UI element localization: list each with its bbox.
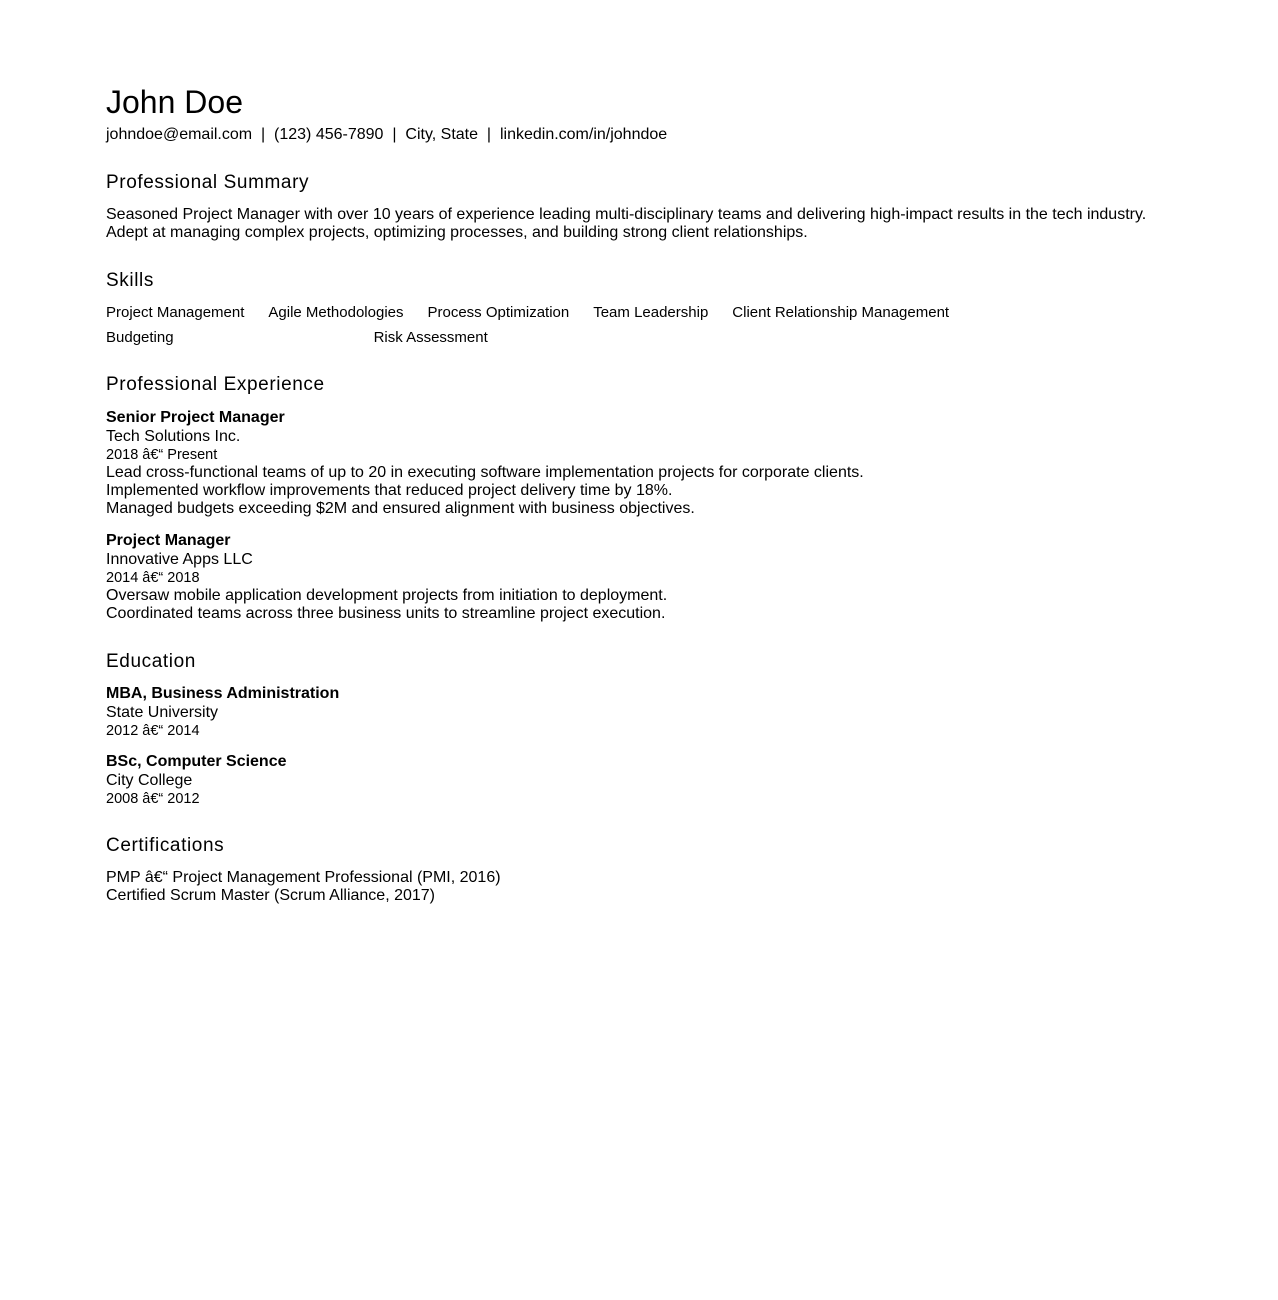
education-entry — [106, 752, 1206, 808]
job-title: Project Manager — [106, 532, 231, 549]
skill-item: Risk Assessment — [373, 329, 488, 346]
school: City College — [106, 772, 193, 789]
separator: | — [252, 126, 275, 143]
job-bullet: Coordinated teams across three business units to streamline project execution. — [106, 605, 666, 622]
candidate-name: John Doe — [106, 84, 243, 120]
job-dates: 2018 â€“ Present — [106, 447, 218, 463]
section-heading-education: Education — [106, 651, 196, 672]
job-bullet: Oversaw mobile application development projects from initiation to deployment. — [106, 587, 668, 604]
section-heading-experience: Professional Experience — [106, 374, 325, 395]
education-entry — [106, 684, 1206, 740]
school: State University — [106, 704, 219, 721]
section-heading-skills: Skills — [106, 270, 154, 291]
contact-email: johndoe@email.com — [106, 126, 253, 143]
contact-line — [106, 126, 1206, 144]
skill-item: Agile Methodologies — [268, 304, 404, 321]
summary-line: Adept at managing complex projects, optimizing processes, and building strong client relationships. — [106, 224, 808, 241]
certification-item: PMP â€“ Project Management Professional (PMI, 2016) — [106, 869, 501, 886]
job-title: Senior Project Manager — [106, 409, 285, 426]
separator: | — [383, 126, 406, 143]
certification-item: Certified Scrum Master (Scrum Alliance, 2017) — [106, 887, 435, 904]
contact-phone: (123) 456-7890 — [274, 126, 384, 143]
section-heading-summary: Professional Summary — [106, 172, 310, 193]
company-name: Tech Solutions Inc. — [106, 428, 241, 445]
skills-list — [106, 300, 1106, 350]
job-bullet: Managed budgets exceeding $2M and ensured alignment with business objectives. — [106, 500, 695, 517]
degree: BSc, Computer Science — [106, 753, 287, 770]
skill-item: Client Relationship Management — [732, 304, 950, 321]
education-dates: 2012 â€“ 2014 — [106, 723, 200, 739]
separator: | — [478, 126, 500, 143]
degree: MBA, Business Administration — [106, 685, 340, 702]
job-bullet: Implemented workflow improvements that reduced project delivery time by 18%. — [106, 482, 673, 499]
job-entry — [106, 408, 1206, 518]
company-name: Innovative Apps LLC — [106, 551, 253, 568]
summary-line: Seasoned Project Manager with over 10 years of experience leading multi-disciplinary teams and delivering high-impact results in the tech industry. — [106, 206, 1147, 223]
job-entry — [106, 531, 1206, 623]
resume — [106, 84, 1206, 905]
contact-linkedin: linkedin.com/in/johndoe — [499, 126, 668, 143]
skill-item: Project Management — [106, 304, 245, 321]
contact-location: City, State — [405, 126, 479, 143]
summary-text — [106, 206, 1206, 242]
education-dates: 2008 â€“ 2012 — [106, 791, 200, 807]
job-bullet: Lead cross-functional teams of up to 20 in executing software implementation projects for corporate clients. — [106, 464, 864, 481]
job-dates: 2014 â€“ 2018 — [106, 570, 200, 586]
skill-item: Budgeting — [106, 329, 174, 346]
certifications-list — [106, 869, 1206, 905]
section-heading-certifications: Certifications — [106, 835, 225, 856]
skill-item: Team Leadership — [593, 304, 709, 321]
skill-item: Process Optimization — [427, 304, 570, 321]
